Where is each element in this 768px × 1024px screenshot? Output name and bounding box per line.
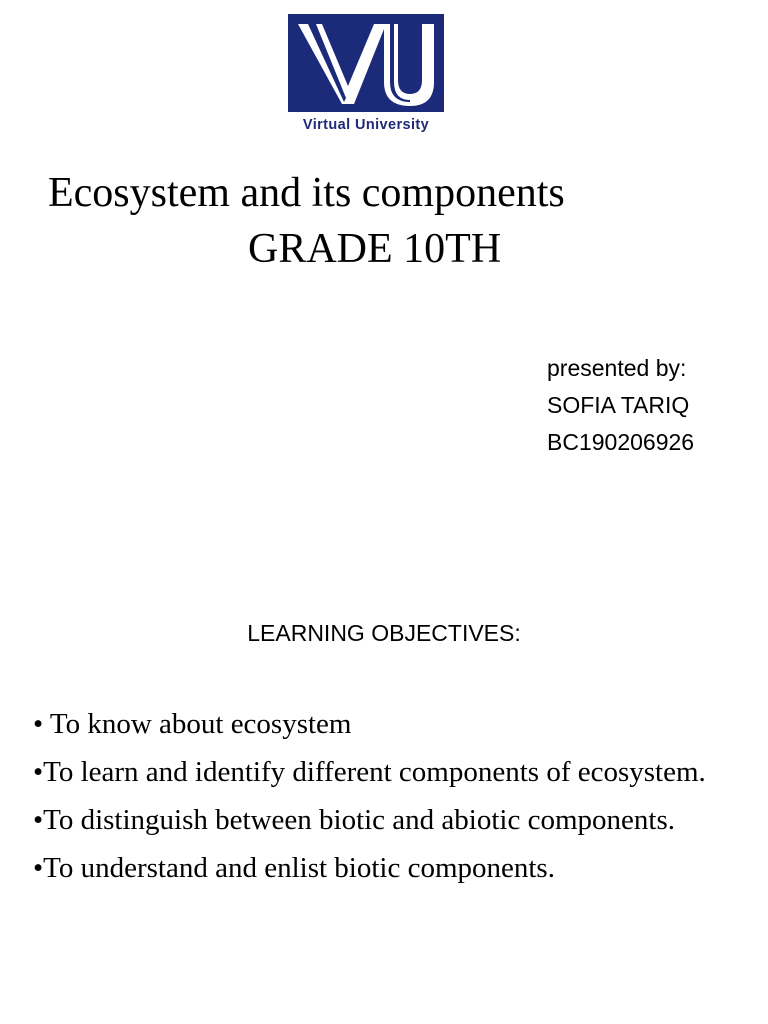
objectives-heading: LEARNING OBJECTIVES: <box>247 620 521 646</box>
objective-item: •To distinguish between biotic and abiotic components. <box>33 804 675 836</box>
objective-item: •To learn and identify different components of ecosystem. <box>33 756 706 788</box>
presenter-id: BC190206926 <box>547 429 695 455</box>
objective-item: • To know about ecosystem <box>33 708 352 740</box>
presenter-block <box>547 350 694 461</box>
vu-logo <box>288 14 444 138</box>
presented-by-label: presented by: <box>547 355 687 381</box>
presenter-name: SOFIA TARIQ <box>547 392 690 418</box>
objective-item: •To understand and enlist biotic components. <box>33 852 555 884</box>
logo-caption: Virtual University <box>302 117 430 133</box>
grade-subtitle: GRADE 10TH <box>248 226 502 272</box>
vu-logo-mark <box>288 14 444 112</box>
objectives-list <box>33 704 733 896</box>
slide-title: Ecosystem and its components <box>48 170 565 216</box>
